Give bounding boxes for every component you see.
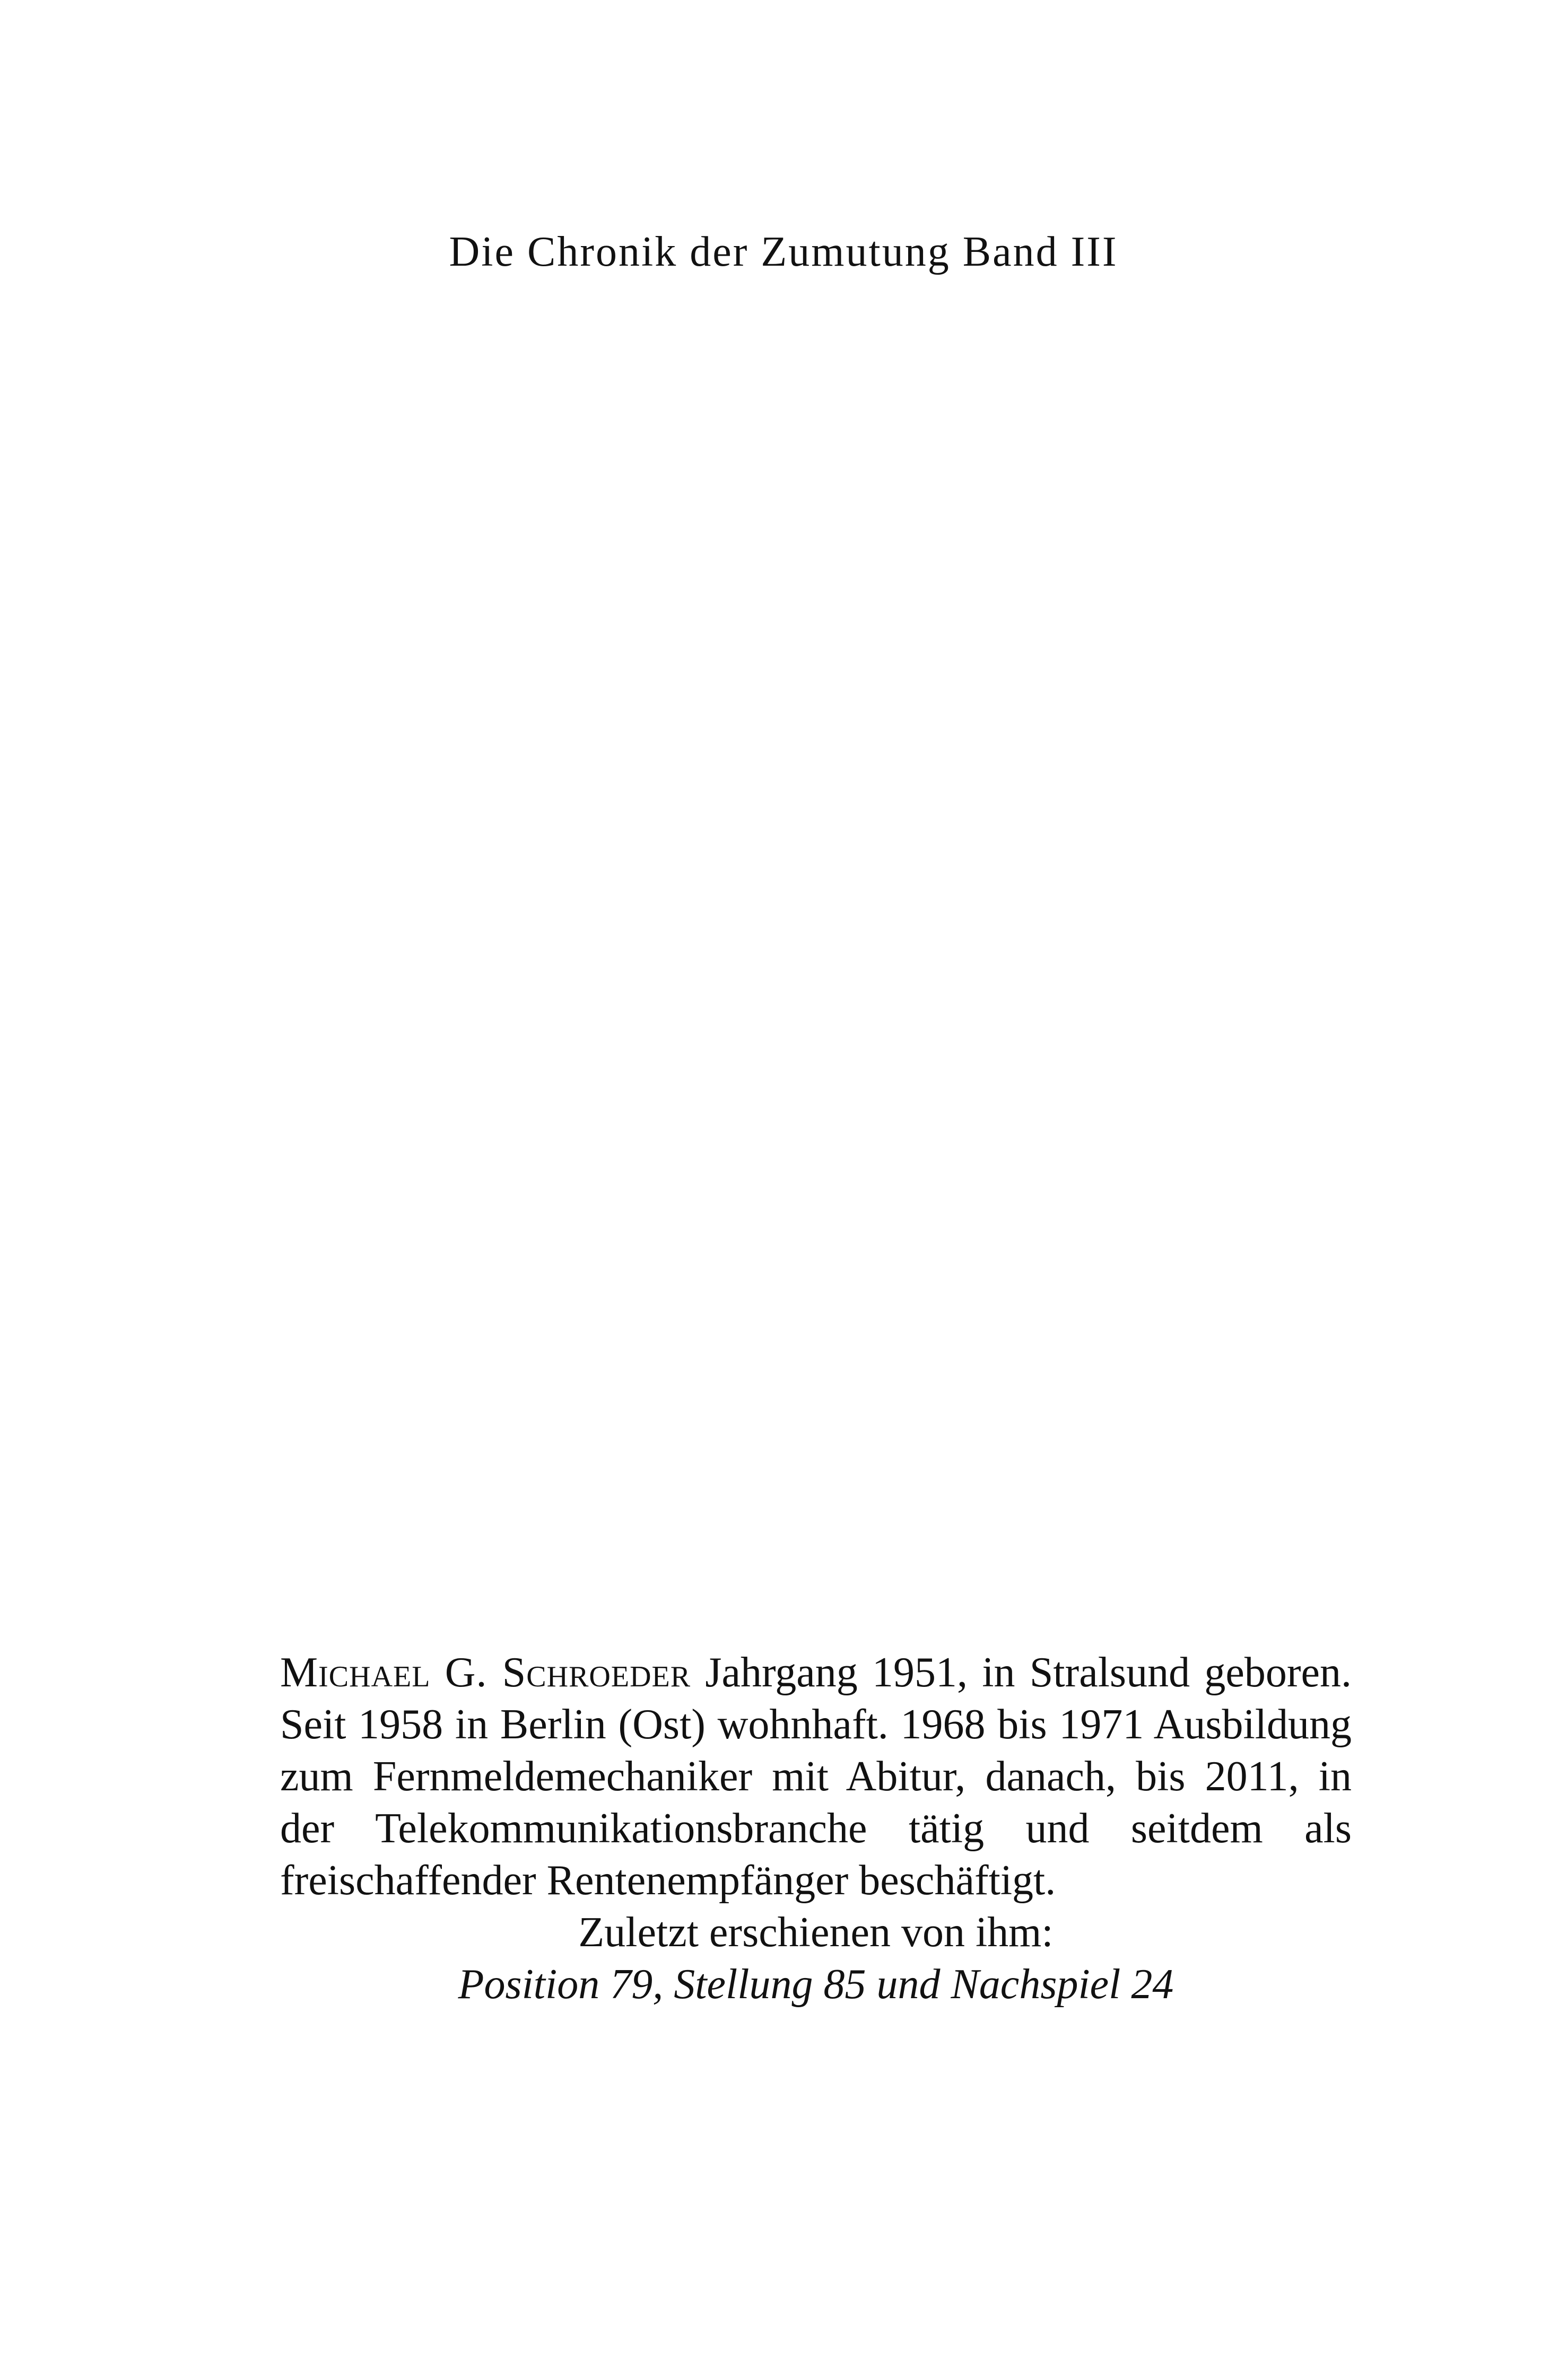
author-bio-text: Jahrgang 1951, in Stralsund geboren. Seit 1958 in Berlin (Ost) wohnhaft. 1968 bis 1971 Ausbildung zum Fernmeldemechaniker mit Abitur, danach, bis 2011, in der Telekommunikationsbranche tätig und seitdem als freischaffender Rentenempfänger beschäftigt. — [280, 1649, 1352, 1904]
author-bio-paragraph — [280, 1647, 1352, 1906]
author-bio — [280, 1647, 1352, 2010]
author-last-name: G. Schroeder — [445, 1649, 691, 1696]
recent-publications-label: Zuletzt erschienen von ihm: — [578, 1909, 1054, 1956]
page-title: Die Chronik der Zumutung Band III — [449, 229, 1118, 275]
recent-publications-titles: Position 79, Stellung 85 und Nachspiel 24 — [458, 1961, 1174, 2008]
author-first-name: Michael — [280, 1649, 431, 1696]
